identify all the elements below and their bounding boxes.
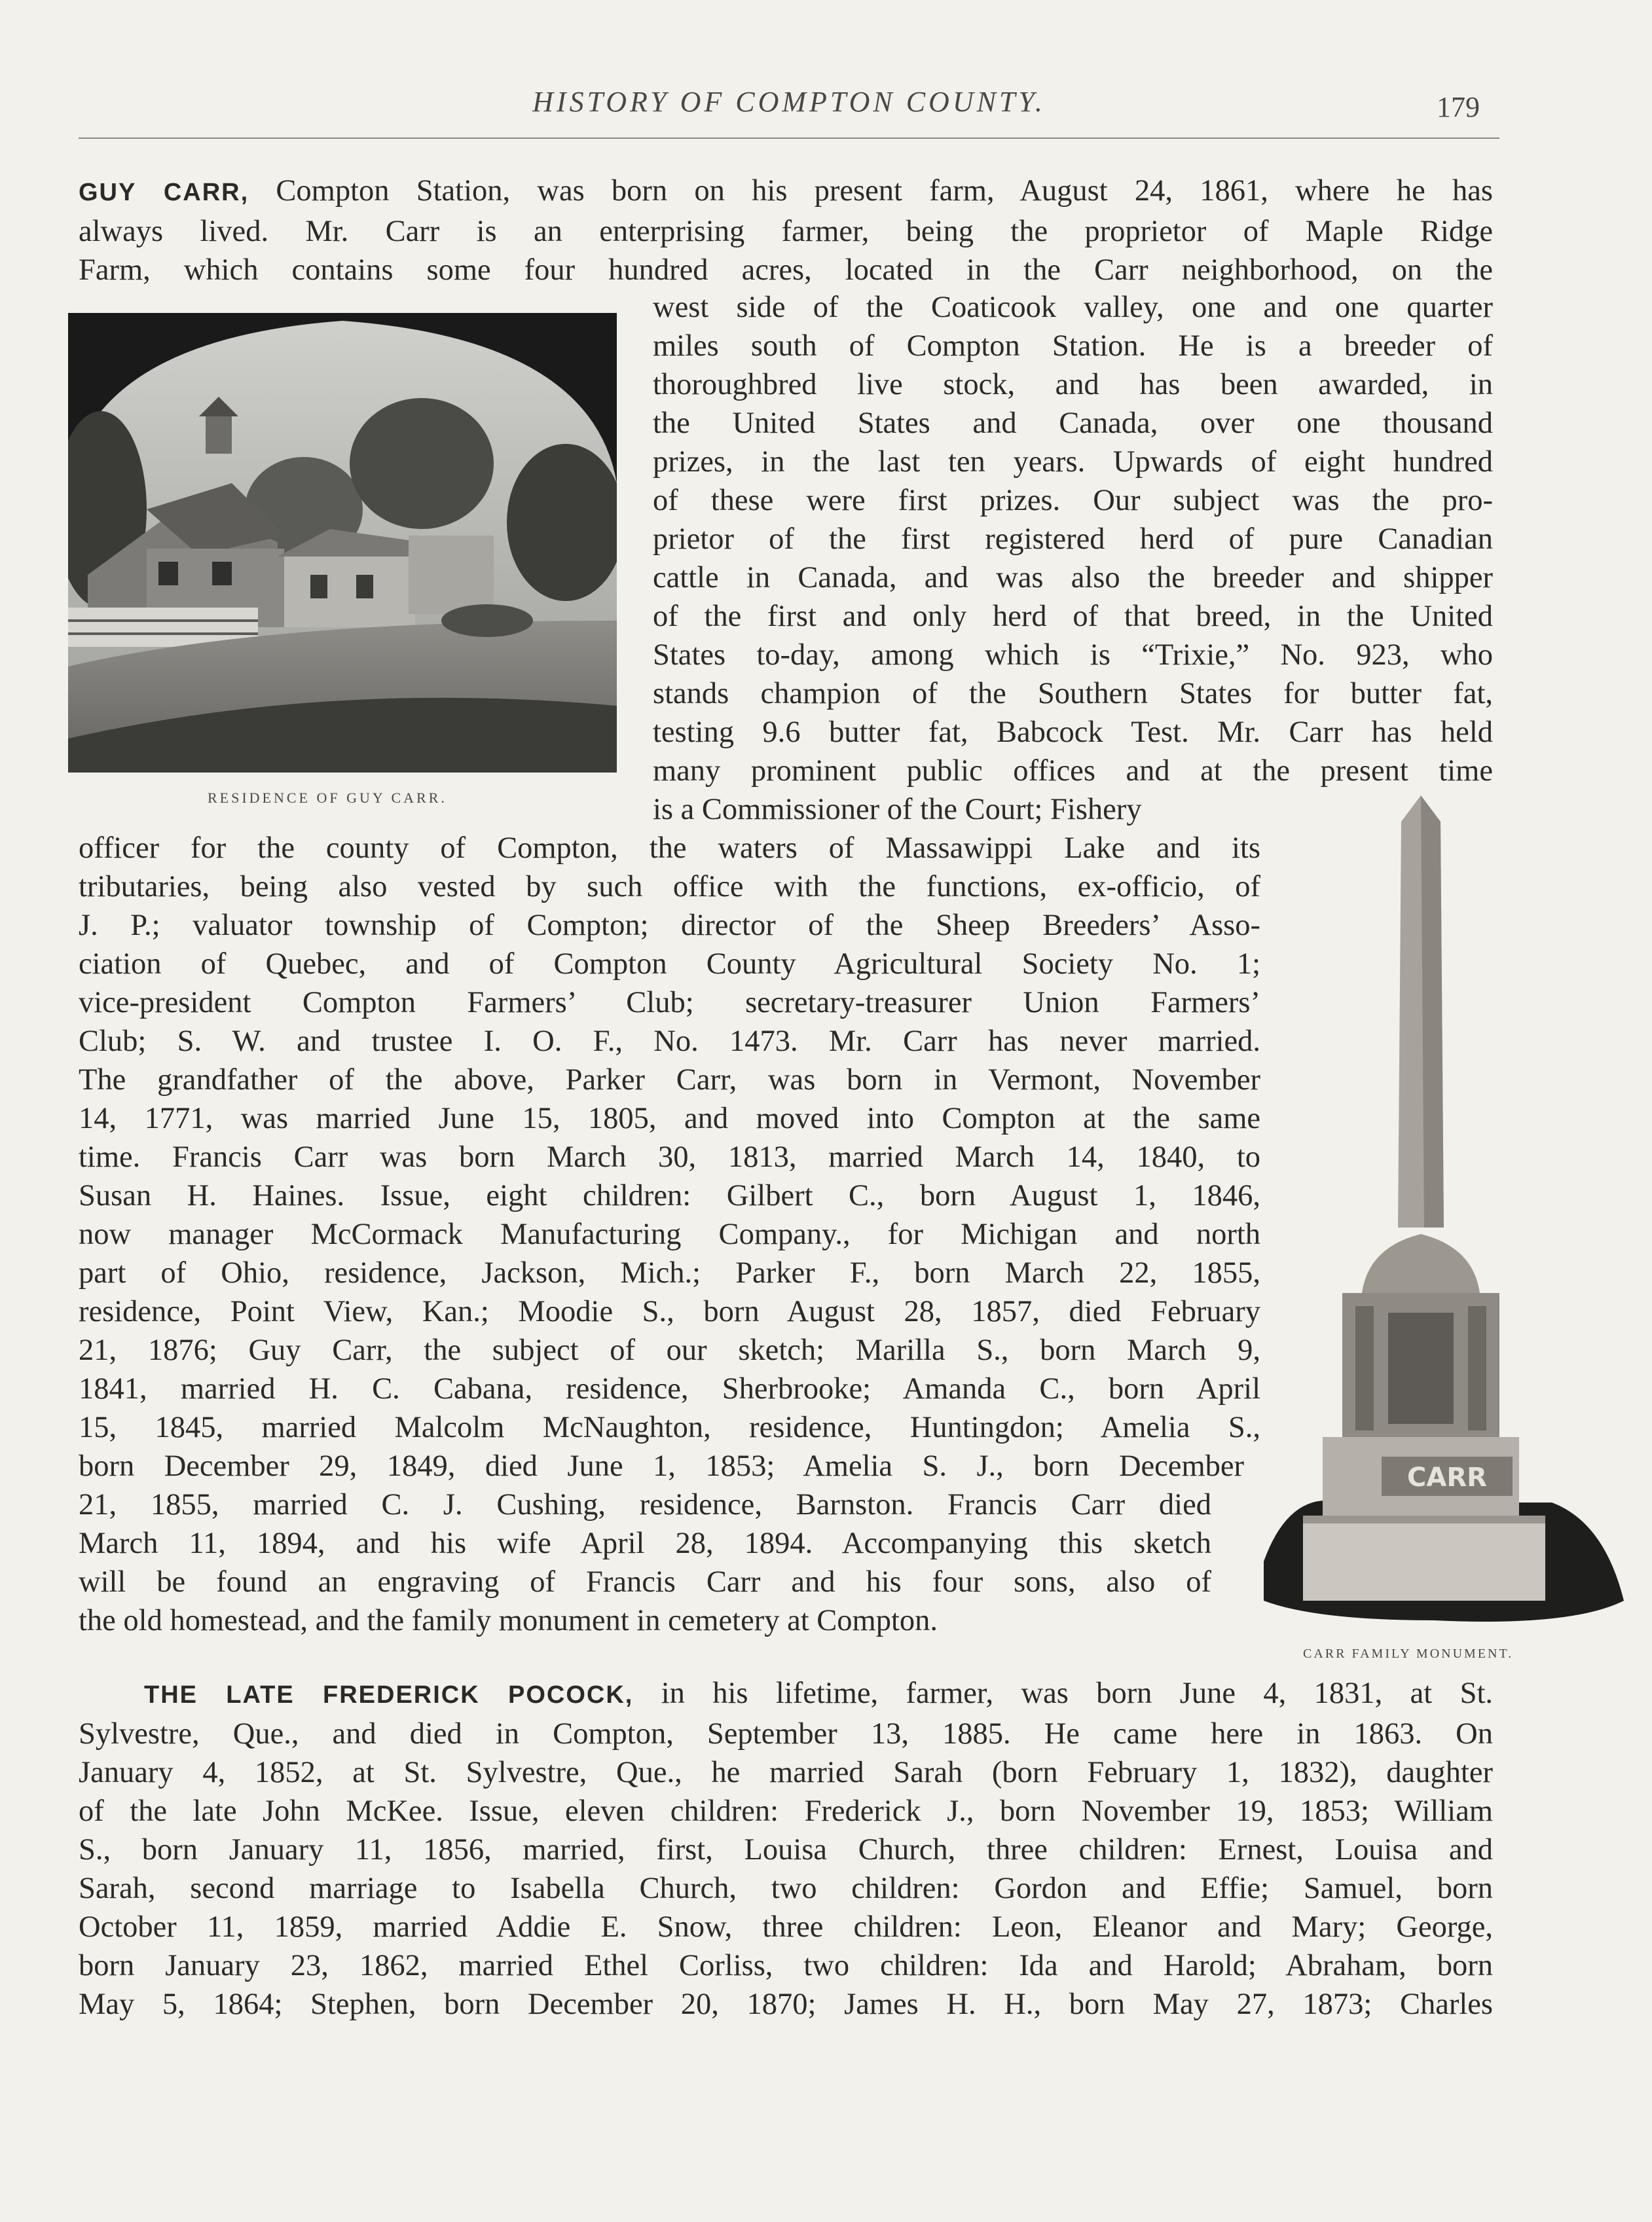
text-line: GUY CARR, Compton Station, was born on his present farm, August 24, 1861, where he has <box>79 174 1494 208</box>
carr-between <box>653 790 1262 829</box>
text-line: Sarah, second marriage to Isabella Church, two children: Gordon and Effie; Samuel, born <box>79 1872 1493 1905</box>
text-line: S., born January 11, 1856, married, first, Louisa Church, three children: Ernest, Louisa and <box>79 1833 1493 1867</box>
monument-inscription: CARR <box>1407 1463 1487 1493</box>
text-line: always lived. Mr. Carr is an enterprising farmer, being the proprietor of Maple Ridge <box>79 215 1493 248</box>
carr-lead: GUY CARR, <box>79 179 249 206</box>
text-line: the United States and Canada, over one thousand <box>653 407 1493 440</box>
text-line: tributaries, being also vested by such office with the functions, ex-officio, of <box>79 870 1260 903</box>
page-number: 179 <box>1437 91 1480 123</box>
text-line: time. Francis Carr was born March 30, 1813, married March 14, 1840, to <box>79 1140 1260 1174</box>
text-line: testing 9.6 butter fat, Babcock Test. Mr. Carr has held <box>653 716 1493 749</box>
monument-caption: CARR FAMILY MONUMENT. <box>1303 1647 1514 1661</box>
text-line: May 5, 1864; Stephen, born December 20, 1870; James H. H., born May 27, 1873; Charles <box>79 1988 1493 2021</box>
text-line: prizes, in the last ten years. Upwards of eight hundred <box>653 445 1493 479</box>
text-line: part of Ohio, residence, Jackson, Mich.; Parker F., born March 22, 1855, <box>79 1256 1260 1290</box>
text-line: 21, 1876; Guy Carr, the subject of our sketch; Marilla S., born March 9, <box>79 1334 1260 1367</box>
text-line: thoroughbred live stock, and has been awarded, in <box>653 368 1493 401</box>
text-line: Farm, which contains some four hundred acres, located in the Carr neighborhood, on the <box>79 253 1493 287</box>
text-line: THE LATE FREDERICK POCOCK, in his lifetime, farmer, was born June 4, 1831, at St. <box>144 1677 1493 1710</box>
page-header <box>79 85 1499 139</box>
text-line: October 11, 1859, married Addie E. Snow, three children: Leon, Eleanor and Mary; George, <box>79 1910 1493 1944</box>
carr-monument <box>1264 795 1624 1627</box>
text-line: States to-day, among which is “Trixie,” No. 923, who <box>653 638 1493 672</box>
text-line: cattle in Canada, and was also the breeder and shipper <box>653 561 1493 594</box>
text-line: J. P.; valuator township of Compton; director of the Sheep Breeders’ Asso- <box>79 909 1260 942</box>
text-line: 14, 1771, was married June 15, 1805, and moved into Compton at the same <box>79 1102 1260 1135</box>
text-line: vice-president Compton Farmers’ Club; secretary-treasurer Union Farmers’ <box>79 986 1260 1019</box>
text-line: 15, 1845, married Malcolm McNaughton, residence, Huntingdon; Amelia S., <box>79 1411 1260 1444</box>
text-line: of the late John McKee. Issue, eleven children: Frederick J., born November 19, 1853; William <box>79 1794 1493 1828</box>
text-line: 1841, married H. C. Cabana, residence, Sherbrooke; Amanda C., born April <box>79 1372 1260 1406</box>
text-line: 21, 1855, married C. J. Cushing, residence, Barnston. Francis Carr died <box>79 1488 1211 1521</box>
text-line: born December 29, 1849, died June 1, 1853; Amelia S. J., born December <box>79 1449 1244 1483</box>
text-line: ciation of Quebec, and of Compton County Agricultural Society No. 1; <box>79 947 1260 981</box>
residence-caption: RESIDENCE OF GUY CARR. <box>208 790 447 806</box>
monument-illustration <box>1264 795 1624 1627</box>
text-line: is a Commissioner of the Court; Fishery <box>653 793 1142 826</box>
text-line: prietor of the first registered herd of pure Canadian <box>653 522 1493 556</box>
carr-opening <box>79 172 1493 289</box>
text-line: Susan H. Haines. Issue, eight children: Gilbert C., born August 1, 1846, <box>79 1179 1260 1212</box>
text-line: March 11, 1894, and his wife April 28, 1894. Accompanying this sketch <box>79 1527 1211 1560</box>
residence-illustration <box>68 313 617 773</box>
pocock-paragraph <box>79 1674 1493 2024</box>
text-line: west side of the Coaticook valley, one and one quarter <box>653 291 1493 324</box>
text-line: many prominent public offices and at the present time <box>653 754 1493 788</box>
text-line: of these were first prizes. Our subject was the pro- <box>653 484 1493 517</box>
text-line: January 4, 1852, at St. Sylvestre, Que., he married Sarah (born February 1, 1832), daughter <box>79 1756 1493 1789</box>
text-line: born January 23, 1862, married Ethel Corliss, two children: Ida and Harold; Abraham, born <box>79 1949 1493 1982</box>
pocock-lead: THE LATE FREDERICK POCOCK, <box>144 1681 634 1709</box>
text-line: the old homestead, and the family monument in cemetery at Compton. <box>79 1604 938 1637</box>
text-line: The grandfather of the above, Parker Carr, was born in Vermont, November <box>79 1063 1260 1097</box>
carr-beside-monument <box>79 829 1260 1640</box>
text-line: Sylvestre, Que., and died in Compton, September 13, 1885. He came here in 1863. On <box>79 1717 1493 1751</box>
text-line: miles south of Compton Station. He is a breeder of <box>653 329 1493 363</box>
text-line: now manager McCormack Manufacturing Company., for Michigan and north <box>79 1218 1260 1251</box>
residence-photo <box>68 313 617 773</box>
text-line: stands champion of the Southern States for butter fat, <box>653 677 1493 710</box>
text-line: will be found an engraving of Francis Carr and his four sons, also of <box>79 1565 1211 1599</box>
text-line: of the first and only herd of that breed, in the United <box>653 600 1493 633</box>
text-line: officer for the county of Compton, the waters of Massawippi Lake and its <box>79 831 1260 865</box>
text-line: residence, Point View, Kan.; Moodie S., born August 28, 1857, died February <box>79 1295 1260 1328</box>
carr-beside-photo <box>653 288 1493 790</box>
running-title: HISTORY OF COMPTON COUNTY. <box>532 86 1046 118</box>
text-line: Club; S. W. and trustee I. O. F., No. 1473. Mr. Carr has never married. <box>79 1025 1260 1058</box>
